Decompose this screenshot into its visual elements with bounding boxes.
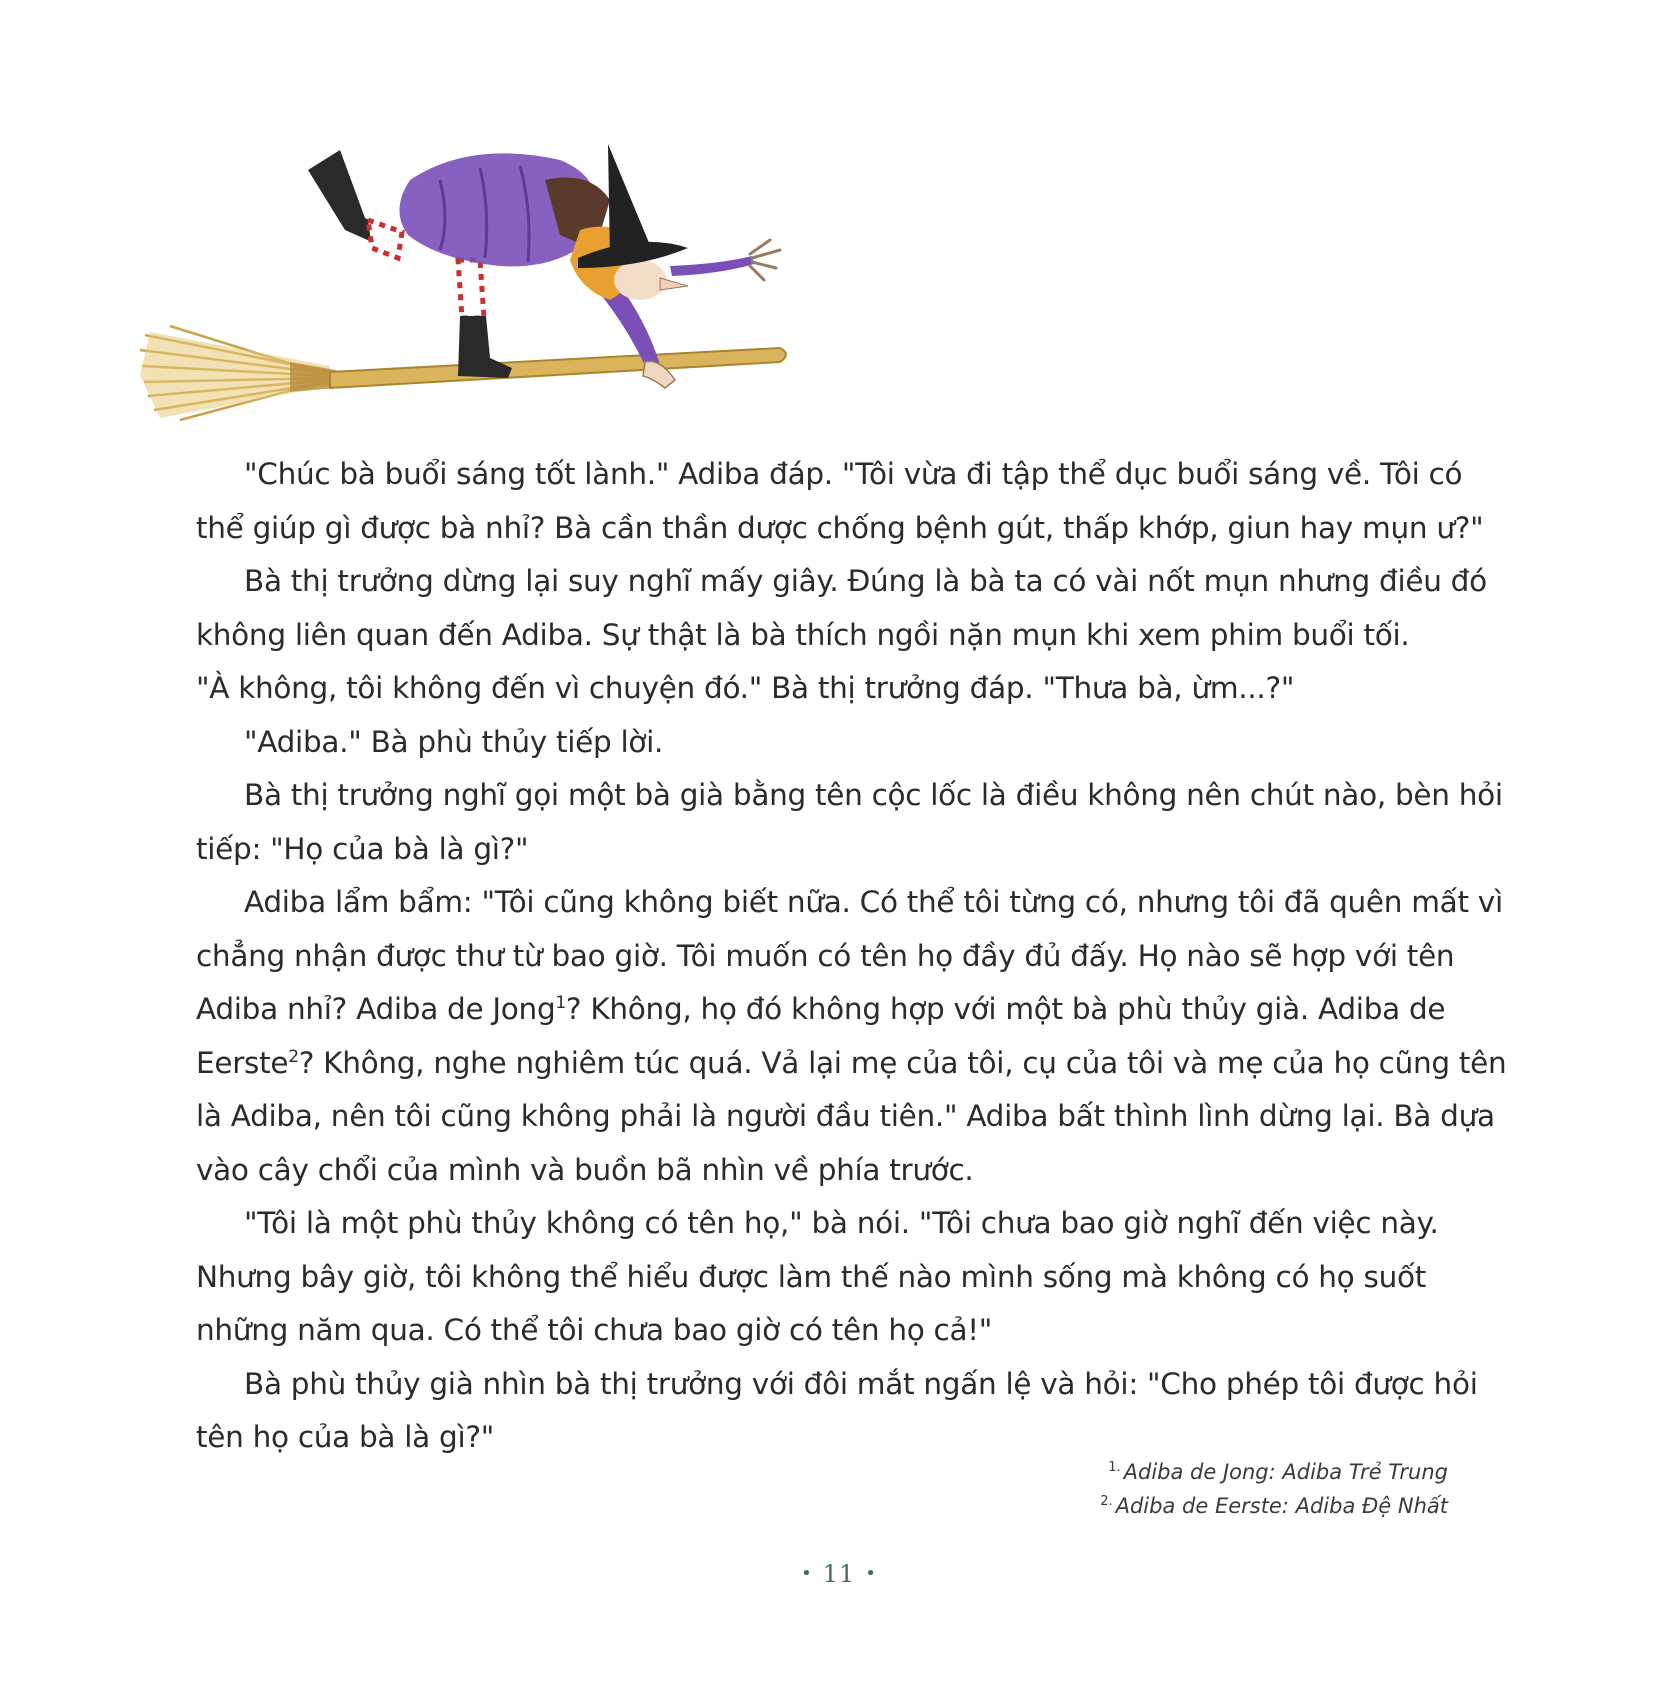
- paragraph-with-footnotes: [196, 876, 1516, 1197]
- right-stocking: [458, 260, 484, 318]
- page-number-dot-left: •: [801, 1563, 813, 1584]
- witch-nose: [660, 278, 688, 290]
- left-stocking: [368, 220, 402, 258]
- footnote-ref-2[interactable]: 2: [288, 1046, 299, 1067]
- paragraph: "Adiba." Bà phù thủy tiếp lời.: [244, 724, 664, 759]
- footnote-1: [1100, 1453, 1448, 1487]
- paragraph-part: ? Không, nghe nghiêm túc quá. Vả lại mẹ của tôi, cụ của tôi và mẹ của họ cũng tên là Adiba, nên tôi cũng không phải là người đầu tiên." Adiba bất thình lình dừng lại. Bà dựa vào cây chổi của mình và buồn bã nhìn về phía trước.: [196, 1045, 1507, 1187]
- paragraph: Bà thị trưởng dừng lại suy nghĩ mấy giây. Đúng là bà ta có vài nốt mụn nhưng điều đó không liên quan đến Adiba. Sự thật là bà thích ngồi nặn mụn khi xem phim buổi tối.: [196, 564, 1487, 652]
- witch-on-broom-illustration: [140, 140, 860, 425]
- paragraph-part: ? Không, họ đó không hợp với một bà phù thủy già. Adiba de Eerste: [196, 992, 1446, 1080]
- story-text: [196, 448, 1516, 1465]
- paragraph: Bà thị trưởng nghĩ gọi một bà già bằng tên cộc lốc là điều không nên chút nào, bèn hỏi tiếp: "Họ của bà là gì?": [196, 778, 1503, 866]
- page-number: [0, 1560, 1678, 1588]
- page-number-dot-right: •: [865, 1563, 877, 1584]
- paragraph: "Chúc bà buổi sáng tốt lành." Adiba đáp. "Tôi vừa đi tập thể dục buổi sáng về. Tôi có thể giúp gì được bà nhỉ? Bà cần thần dược chống bệnh gút, thấp khớp, giun hay mụn ư?": [196, 457, 1484, 545]
- footnote-ref-1[interactable]: 1: [555, 993, 566, 1014]
- footnote-text: Adiba de Jong: Adiba Trẻ Trung: [1123, 1460, 1448, 1484]
- paragraph: "Tôi là một phù thủy không có tên họ," bà nói. "Tôi chưa bao giờ nghĩ đến việc này. Nhưng bây giờ, tôi không thể hiểu được làm thế nào mình sống mà không có họ suốt những năm qua. Có thể tôi chưa bao giờ có tên họ cả!": [196, 1206, 1439, 1347]
- broom-handle: [330, 348, 786, 388]
- footnote-text: Adiba de Eerste: Adiba Đệ Nhất: [1115, 1494, 1448, 1518]
- paragraph: "À không, tôi không đến vì chuyện đó." Bà thị trưởng đáp. "Thưa bà, ừm...?": [196, 671, 1295, 705]
- footnotes: [1100, 1453, 1448, 1521]
- footnote-mark: 1.: [1108, 1460, 1121, 1475]
- paragraph: Bà phù thủy già nhìn bà thị trưởng với đôi mắt ngấn lệ và hỏi: "Cho phép tôi được hỏi tên họ của bà là gì?": [196, 1366, 1478, 1454]
- footnote-2: [1100, 1487, 1448, 1521]
- footnote-mark: 2.: [1100, 1494, 1113, 1509]
- outstretched-hand: [750, 240, 780, 280]
- right-boot: [458, 316, 512, 378]
- outstretched-arm: [670, 256, 754, 276]
- witch-face: [614, 260, 666, 300]
- page-number-value: 11: [822, 1560, 856, 1588]
- paragraph-part: Adiba lẩm bẩm: "Tôi cũng không biết nữa. Có thể tôi từng có, nhưng tôi đã quên mất vì chẳng nhận được thư từ bao giờ. Tôi muốn có tên họ đầy đủ đấy. Họ nào sẽ hợp với tên Adiba nhỉ? Adiba de Jong: [196, 885, 1503, 1026]
